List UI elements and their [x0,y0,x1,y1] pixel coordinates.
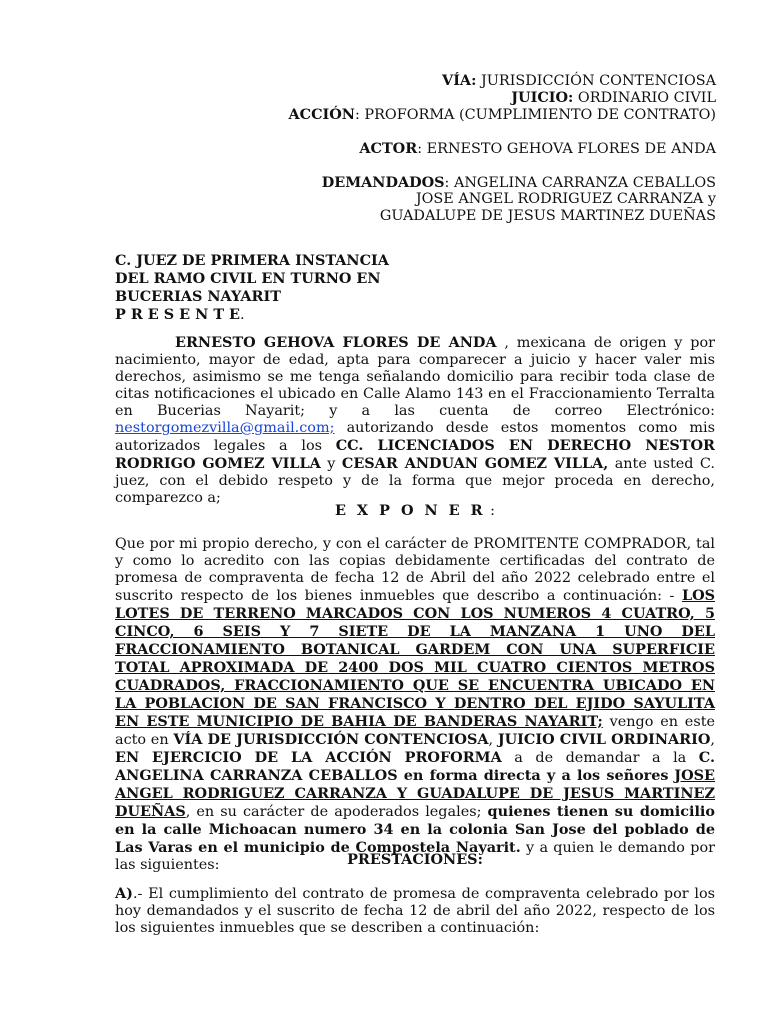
body-defendants-2-3: JOSE ANGEL RODRIGUEZ CARRANZA Y GUADALUPE DE JESUS MARTINEZ DUEÑAS [115,767,715,820]
intro-actor-name: ERNESTO GEHOVA FLORES DE ANDA [175,334,497,351]
body-text-3: vengo en este acto en [115,714,716,748]
demandados-label: DEMANDADOS [321,174,445,191]
addressee-line-1: C. JUEZ DE PRIMERA INSTANCIA [115,252,389,269]
email-link[interactable]: nestorgomezvilla@gmail.com; [115,420,335,436]
body-defendant-1: C. ANGELINA CARRANZA CEBALLOS en forma directa y a los señores [115,749,715,784]
body-accion: EN EJERCICIO DE LA ACCIÓN PROFORMA [115,749,502,766]
addressee-block [115,252,715,324]
via-label: VÍA: [442,72,477,89]
header-actor [110,140,716,158]
actor-label: ACTOR [359,140,418,157]
exponer-heading [115,502,715,520]
intro-lawyer-2: CESAR ANDUAN GOMEZ VILLA, [341,455,609,472]
accion-label: ACCIÓN [288,106,355,123]
intro-text-2: autorizando desde estos momentos como mis autorizados legales a los [115,420,715,454]
body-juicio: JUICIO CIVIL ORDINARIO [497,731,711,748]
body-paragraph [115,536,715,874]
juicio-label: JUICIO: [511,89,574,106]
juicio-value: ORDINARIO CIVIL [573,90,716,106]
body-text-13: , en su carácter de apoderados legales; [185,804,488,820]
demandados-line-3: GUADALUPE DE JESUS MARTINEZ DUEÑAS [379,208,716,224]
via-value: JURISDICCIÓN CONTENCIOSA [476,73,716,89]
body-property-description: LOS LOTES DE TERRENO MARCADOS CON LOS NUMEROS 4 CUATRO, 5 CINCO, 6 SEIS Y 7 SIETE DE LA MANZANA 1 UNO DEL FRACCIONAMIENTO BOTANICAL GARDEM CON UNA SUPERFICIE TOTAL APROXIMADA DE 2400 DOS MIL CUATRO CIENTOS METROS CUADRADOS, FRACCIONAMIENTO QUE SE ENCUENTRA UBICADO EN LA POBLACION DE SAN FRANCISCO Y DENTRO DEL EJIDO SAYULITA EN ESTE MUNICIPIO DE BAHIA DE BANDERAS NAYARIT; [115,587,715,730]
actor-value: : ERNESTO GEHOVA FLORES DE ANDA [417,141,716,157]
prestaciones-title: PRESTACIONES: [347,851,483,868]
item-a-text: .- El cumplimiento del contrato de promesa de compraventa celebrado por los hoy demandados y el suscrito de fecha 12 de abril del año 2022, respecto de los los siguientes inmuebles que se describen a continuación: [115,886,715,936]
demandados-line-1: : ANGELINA CARRANZA CEBALLOS [444,175,716,191]
accion-value: : PROFORMA (CUMPLIMIENTO DE CONTRATO) [354,107,716,123]
intro-text-3: y [320,456,342,472]
addressee-line-3: BUCERIAS NAYARIT [115,288,281,305]
addressee-line-4: P R E S E N T E [115,306,241,323]
intro-paragraph [115,334,715,507]
addressee-line-2: DEL RAMO CIVIL EN TURNO EN [115,270,381,287]
item-a-label: A) [115,885,133,902]
body-text-15: y a quien le demando por las siguientes: [115,840,716,873]
body-text-9: a de demandar a la [501,750,699,766]
item-a-paragraph [115,885,715,937]
header-via [110,72,716,90]
header-accion [110,106,716,124]
intro-lawyers: CC. LICENCIADOS EN DERECHO NESTOR RODRIGO GOMEZ VILLA [115,437,715,472]
addressee-line-4-end: . [240,307,245,323]
body-text-1: Que por mi propio derecho, y con el carácter de PROMITENTE COMPRADOR, tal y como lo acredito con las copias debidamente certificadas del contrato de promesa de compraventa de fecha 12 de Abril del año 2022 celebrado entre el suscrito respecto de los bienes inmuebles que describo a continuación: - [115,536,715,604]
header-juicio [110,89,716,107]
exponer-colon: : [485,503,496,519]
intro-text-1: , mexicana de origen y por nacimiento, mayor de edad, apta para comparecer a juicio y hacer valer mis derechos, asimismo se me tenga señalando domicilio para recibir toda clase de citas notificaciones el ubicado en Calle Alamo 143 en el Fraccionamiento Terralta en Bucerias Nayarit; y a las cuenta de correo Electrónico: [115,335,715,419]
demandados-line-2: JOSE ANGEL RODRIGUEZ CARRANZA y [415,191,716,207]
intro-text-4: ante usted C. juez, con el debido respeto y de la forma que mejor proceda en derecho, comparezco a; [115,456,716,506]
prestaciones-heading [115,851,715,869]
body-sep-1: , [488,732,498,748]
body-via: VÍA DE JURISDICCIÓN CONTENCIOSA [173,731,489,748]
body-sep-2: , [710,732,715,748]
exponer-title: E X P O N E R [334,502,486,519]
header-demandados [110,174,716,192]
body-domicile: quienes tienen su domicilio en la calle Michoacan numero 34 en la colonia San Jose del poblado de Las Varas en el municipio de Compostela Nayarit. [115,803,715,856]
